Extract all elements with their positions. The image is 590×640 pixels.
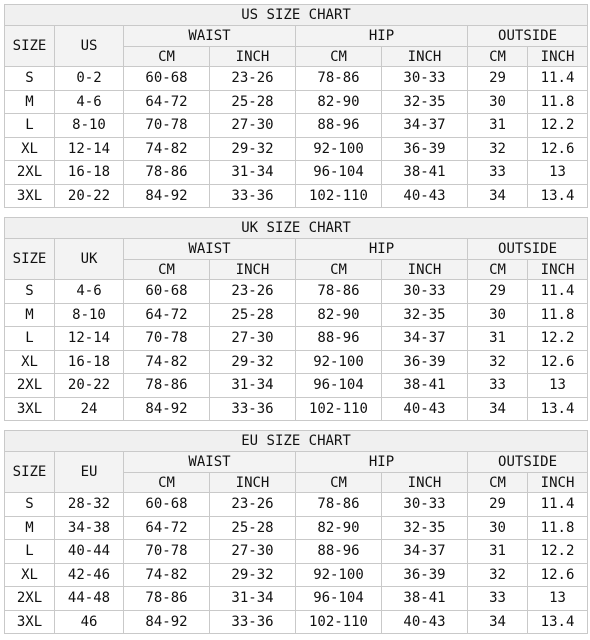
hip-inch-cell: 40-43 <box>382 397 468 421</box>
hip-cm-cell: 96-104 <box>296 587 382 611</box>
waist-cm-cell: 84-92 <box>124 184 210 208</box>
outside-cm-cell: 30 <box>468 516 528 540</box>
chart-title: US SIZE CHART <box>5 5 588 26</box>
outside-inch-cell: 12.6 <box>528 137 588 161</box>
waist-inch-cell: 33-36 <box>210 184 296 208</box>
table-row <box>5 280 588 304</box>
outside-inch-cell: 11.4 <box>528 493 588 517</box>
hip-inch-cell: 36-39 <box>382 563 468 587</box>
hip-cm-cell: 96-104 <box>296 374 382 398</box>
waist-cm-cell: 74-82 <box>124 563 210 587</box>
size-cell: M <box>5 516 55 540</box>
hip-inch-cell: 34-37 <box>382 540 468 564</box>
table-row <box>5 397 588 421</box>
table-row <box>5 374 588 398</box>
waist-cm-cell: 84-92 <box>124 610 210 634</box>
size-cell: L <box>5 114 55 138</box>
size-header: SIZE <box>5 26 55 67</box>
hip-cm-cell: 96-104 <box>296 161 382 185</box>
waist-inch-header: INCH <box>210 473 296 493</box>
hip-inch-cell: 34-37 <box>382 327 468 351</box>
outside-cm-cell: 34 <box>468 397 528 421</box>
size-cell: 3XL <box>5 397 55 421</box>
size-cell: XL <box>5 137 55 161</box>
size-cell: L <box>5 327 55 351</box>
outside-inch-cell: 12.2 <box>528 327 588 351</box>
outside-cm-cell: 29 <box>468 67 528 91</box>
hip-inch-cell: 32-35 <box>382 303 468 327</box>
region-size-cell: 16-18 <box>55 161 124 185</box>
region-size-cell: 12-14 <box>55 137 124 161</box>
hip-inch-cell: 38-41 <box>382 161 468 185</box>
outside-inch-cell: 11.8 <box>528 516 588 540</box>
hip-inch-cell: 38-41 <box>382 374 468 398</box>
table-row <box>5 587 588 611</box>
outside-cm-cell: 32 <box>468 350 528 374</box>
region-size-cell: 16-18 <box>55 350 124 374</box>
hip-inch-cell: 38-41 <box>382 587 468 611</box>
hip-cm-header: CM <box>296 47 382 67</box>
outside-cm-cell: 31 <box>468 114 528 138</box>
waist-inch-cell: 29-32 <box>210 350 296 374</box>
waist-cm-cell: 78-86 <box>124 374 210 398</box>
outside-cm-cell: 34 <box>468 610 528 634</box>
region-size-cell: 8-10 <box>55 303 124 327</box>
outside-cm-cell: 33 <box>468 587 528 611</box>
waist-inch-header: INCH <box>210 260 296 280</box>
hip-inch-cell: 32-35 <box>382 90 468 114</box>
waist-cm-cell: 64-72 <box>124 303 210 327</box>
size-cell: 2XL <box>5 161 55 185</box>
waist-cm-cell: 84-92 <box>124 397 210 421</box>
size-cell: 2XL <box>5 374 55 398</box>
waist-inch-cell: 33-36 <box>210 610 296 634</box>
outside-cm-cell: 29 <box>468 280 528 304</box>
size-cell: XL <box>5 563 55 587</box>
waist-inch-cell: 25-28 <box>210 90 296 114</box>
table-row <box>5 516 588 540</box>
outside-cm-cell: 32 <box>468 563 528 587</box>
outside-inch-cell: 13.4 <box>528 184 588 208</box>
hip-inch-cell: 32-35 <box>382 516 468 540</box>
outside-header: OUTSIDE <box>468 239 588 260</box>
waist-inch-cell: 31-34 <box>210 161 296 185</box>
region-size-cell: 28-32 <box>55 493 124 517</box>
hip-inch-cell: 40-43 <box>382 184 468 208</box>
hip-cm-cell: 82-90 <box>296 516 382 540</box>
hip-inch-cell: 30-33 <box>382 280 468 304</box>
waist-inch-cell: 25-28 <box>210 303 296 327</box>
region-size-cell: 46 <box>55 610 124 634</box>
outside-inch-header: INCH <box>528 47 588 67</box>
size-cell: XL <box>5 350 55 374</box>
outside-inch-cell: 13.4 <box>528 610 588 634</box>
waist-cm-cell: 70-78 <box>124 540 210 564</box>
waist-cm-cell: 70-78 <box>124 114 210 138</box>
region-size-cell: 24 <box>55 397 124 421</box>
size-cell: 3XL <box>5 610 55 634</box>
waist-cm-header: CM <box>124 47 210 67</box>
waist-cm-cell: 60-68 <box>124 67 210 91</box>
outside-inch-cell: 13 <box>528 587 588 611</box>
waist-inch-cell: 23-26 <box>210 280 296 304</box>
table-row <box>5 327 588 351</box>
size-header: SIZE <box>5 239 55 280</box>
hip-cm-cell: 78-86 <box>296 280 382 304</box>
waist-inch-cell: 27-30 <box>210 540 296 564</box>
waist-header: WAIST <box>124 452 296 473</box>
chart-title: EU SIZE CHART <box>5 431 588 452</box>
hip-inch-cell: 40-43 <box>382 610 468 634</box>
waist-inch-cell: 29-32 <box>210 563 296 587</box>
outside-cm-cell: 31 <box>468 540 528 564</box>
waist-inch-cell: 33-36 <box>210 397 296 421</box>
table-row <box>5 563 588 587</box>
waist-inch-cell: 23-26 <box>210 67 296 91</box>
size-cell: L <box>5 540 55 564</box>
uk-size-chart <box>4 217 588 421</box>
size-cell: S <box>5 493 55 517</box>
outside-cm-cell: 34 <box>468 184 528 208</box>
waist-cm-cell: 64-72 <box>124 516 210 540</box>
waist-inch-cell: 29-32 <box>210 137 296 161</box>
waist-inch-header: INCH <box>210 47 296 67</box>
region-size-cell: 12-14 <box>55 327 124 351</box>
hip-header: HIP <box>296 452 468 473</box>
hip-inch-cell: 36-39 <box>382 350 468 374</box>
hip-cm-cell: 82-90 <box>296 303 382 327</box>
hip-cm-cell: 102-110 <box>296 184 382 208</box>
hip-inch-cell: 36-39 <box>382 137 468 161</box>
waist-cm-cell: 78-86 <box>124 587 210 611</box>
waist-cm-cell: 74-82 <box>124 350 210 374</box>
region-header: EU <box>55 452 124 493</box>
size-cell: M <box>5 303 55 327</box>
waist-inch-cell: 23-26 <box>210 493 296 517</box>
outside-cm-cell: 33 <box>468 161 528 185</box>
outside-inch-cell: 13 <box>528 161 588 185</box>
table-row <box>5 114 588 138</box>
region-size-cell: 0-2 <box>55 67 124 91</box>
table-row <box>5 350 588 374</box>
hip-inch-header: INCH <box>382 47 468 67</box>
waist-cm-cell: 60-68 <box>124 280 210 304</box>
waist-inch-cell: 31-34 <box>210 374 296 398</box>
outside-cm-cell: 30 <box>468 303 528 327</box>
hip-inch-header: INCH <box>382 260 468 280</box>
hip-cm-cell: 102-110 <box>296 610 382 634</box>
table-row <box>5 67 588 91</box>
hip-cm-header: CM <box>296 473 382 493</box>
region-header: US <box>55 26 124 67</box>
hip-cm-cell: 78-86 <box>296 67 382 91</box>
region-size-cell: 34-38 <box>55 516 124 540</box>
hip-inch-header: INCH <box>382 473 468 493</box>
region-header: UK <box>55 239 124 280</box>
region-size-cell: 42-46 <box>55 563 124 587</box>
outside-inch-cell: 13 <box>528 374 588 398</box>
hip-inch-cell: 30-33 <box>382 67 468 91</box>
outside-cm-cell: 29 <box>468 493 528 517</box>
region-size-cell: 20-22 <box>55 374 124 398</box>
outside-inch-cell: 11.8 <box>528 303 588 327</box>
outside-inch-cell: 12.2 <box>528 540 588 564</box>
hip-cm-cell: 102-110 <box>296 397 382 421</box>
waist-cm-header: CM <box>124 260 210 280</box>
region-size-cell: 40-44 <box>55 540 124 564</box>
waist-cm-header: CM <box>124 473 210 493</box>
table-row <box>5 610 588 634</box>
hip-cm-cell: 92-100 <box>296 350 382 374</box>
hip-cm-cell: 88-96 <box>296 114 382 138</box>
table-row <box>5 161 588 185</box>
waist-inch-cell: 27-30 <box>210 327 296 351</box>
size-cell: S <box>5 280 55 304</box>
waist-inch-cell: 31-34 <box>210 587 296 611</box>
outside-cm-header: CM <box>468 473 528 493</box>
outside-inch-cell: 13.4 <box>528 397 588 421</box>
table-row <box>5 137 588 161</box>
outside-cm-cell: 33 <box>468 374 528 398</box>
outside-cm-cell: 31 <box>468 327 528 351</box>
waist-header: WAIST <box>124 239 296 260</box>
waist-cm-cell: 70-78 <box>124 327 210 351</box>
hip-cm-cell: 88-96 <box>296 540 382 564</box>
outside-cm-header: CM <box>468 47 528 67</box>
size-cell: 3XL <box>5 184 55 208</box>
chart-title: UK SIZE CHART <box>5 218 588 239</box>
table-row <box>5 90 588 114</box>
hip-cm-cell: 92-100 <box>296 137 382 161</box>
hip-cm-cell: 92-100 <box>296 563 382 587</box>
waist-inch-cell: 27-30 <box>210 114 296 138</box>
outside-cm-cell: 32 <box>468 137 528 161</box>
hip-header: HIP <box>296 239 468 260</box>
size-cell: M <box>5 90 55 114</box>
waist-cm-cell: 64-72 <box>124 90 210 114</box>
waist-header: WAIST <box>124 26 296 47</box>
region-size-cell: 20-22 <box>55 184 124 208</box>
outside-inch-header: INCH <box>528 473 588 493</box>
waist-cm-cell: 74-82 <box>124 137 210 161</box>
waist-cm-cell: 60-68 <box>124 493 210 517</box>
outside-header: OUTSIDE <box>468 26 588 47</box>
outside-header: OUTSIDE <box>468 452 588 473</box>
waist-cm-cell: 78-86 <box>124 161 210 185</box>
hip-cm-cell: 78-86 <box>296 493 382 517</box>
hip-inch-cell: 30-33 <box>382 493 468 517</box>
eu-size-chart <box>4 430 588 634</box>
outside-inch-cell: 12.6 <box>528 350 588 374</box>
outside-inch-header: INCH <box>528 260 588 280</box>
size-cell: S <box>5 67 55 91</box>
outside-inch-cell: 11.8 <box>528 90 588 114</box>
region-size-cell: 4-6 <box>55 90 124 114</box>
waist-inch-cell: 25-28 <box>210 516 296 540</box>
region-size-cell: 4-6 <box>55 280 124 304</box>
us-size-chart <box>4 4 588 208</box>
table-row <box>5 184 588 208</box>
outside-cm-cell: 30 <box>468 90 528 114</box>
hip-inch-cell: 34-37 <box>382 114 468 138</box>
outside-inch-cell: 11.4 <box>528 67 588 91</box>
region-size-cell: 44-48 <box>55 587 124 611</box>
region-size-cell: 8-10 <box>55 114 124 138</box>
hip-cm-cell: 82-90 <box>296 90 382 114</box>
table-row <box>5 303 588 327</box>
outside-cm-header: CM <box>468 260 528 280</box>
size-header: SIZE <box>5 452 55 493</box>
size-cell: 2XL <box>5 587 55 611</box>
outside-inch-cell: 11.4 <box>528 280 588 304</box>
hip-cm-cell: 88-96 <box>296 327 382 351</box>
outside-inch-cell: 12.2 <box>528 114 588 138</box>
table-row <box>5 493 588 517</box>
hip-header: HIP <box>296 26 468 47</box>
table-row <box>5 540 588 564</box>
outside-inch-cell: 12.6 <box>528 563 588 587</box>
hip-cm-header: CM <box>296 260 382 280</box>
